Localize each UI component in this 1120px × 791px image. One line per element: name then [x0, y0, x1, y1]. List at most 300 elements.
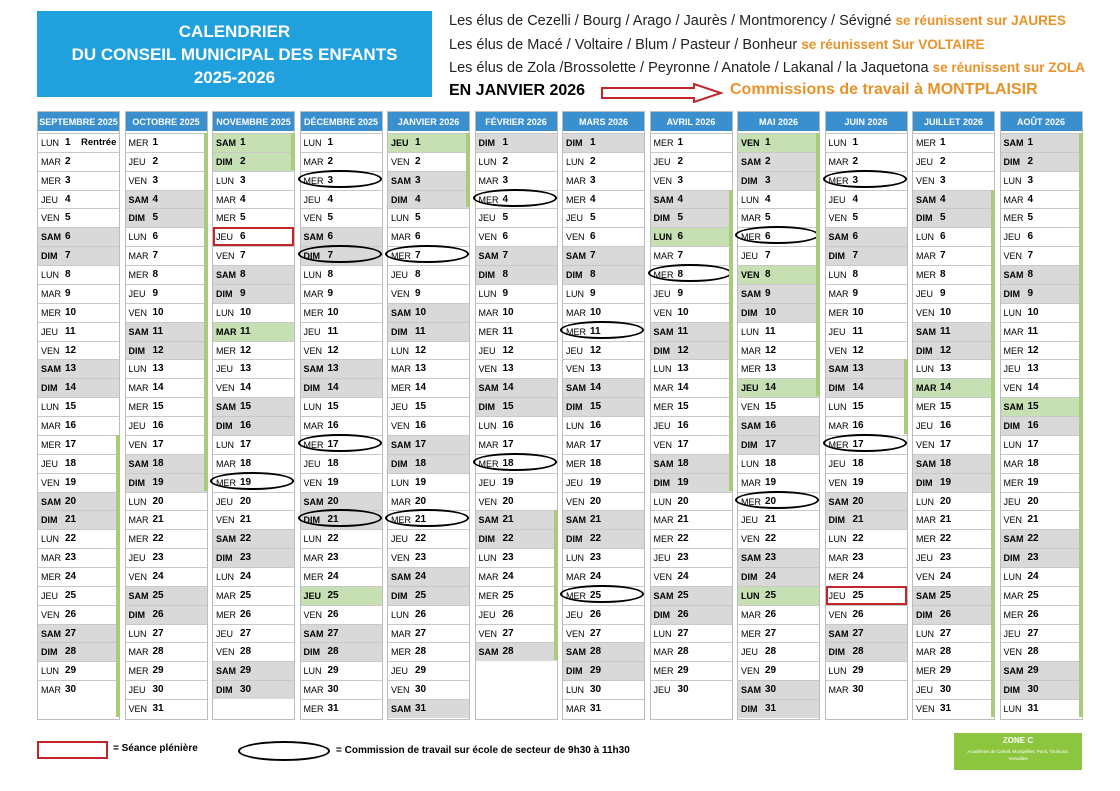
day-cell: [126, 227, 207, 246]
weekday-label: MER: [566, 458, 586, 469]
weekday-label: MAR: [741, 477, 761, 488]
weekday-label: DIM: [653, 477, 670, 488]
weekday-label: VEN: [1003, 515, 1023, 526]
day-cell: [476, 152, 557, 171]
weekday-label: LUN: [128, 496, 147, 507]
weekday-label: MAR: [566, 572, 586, 582]
day-cell: [38, 246, 119, 265]
day-number: 29: [940, 665, 952, 677]
calendar-title: [37, 11, 432, 97]
day-cell: [651, 454, 732, 473]
weekday-label: VEN: [566, 496, 585, 507]
day-number: 13: [677, 363, 689, 375]
day-number: 13: [152, 363, 164, 375]
info-line-highlight: se réunissent Sur VOLTAIRE: [801, 37, 985, 52]
day-number: 14: [240, 382, 252, 394]
day-number: 3: [1027, 174, 1034, 186]
day-cell: [301, 171, 382, 190]
day-cell: [563, 359, 644, 378]
weekday-label: JEU: [391, 534, 409, 545]
weekday-label: LUN: [41, 270, 60, 281]
day-number: 12: [415, 344, 427, 356]
day-number: 20: [502, 495, 514, 507]
day-number: 12: [502, 344, 514, 356]
day-number: 23: [415, 552, 427, 564]
day-number: 26: [327, 608, 339, 620]
day-number: 31: [590, 703, 602, 715]
day-cell: [651, 227, 732, 246]
day-number: 19: [415, 476, 427, 488]
day-cell: [301, 341, 382, 360]
day-cell: [738, 208, 819, 227]
weekday-label: JEU: [1003, 364, 1021, 375]
day-number: 12: [940, 344, 952, 356]
day-cell: [213, 416, 294, 435]
day-cell: [913, 567, 994, 586]
day-cell: [301, 605, 382, 624]
day-cell: [651, 397, 732, 416]
day-cell: [651, 661, 732, 680]
day-cell: [38, 435, 119, 454]
weekday-label: LUN: [478, 421, 497, 432]
day-number: 24: [765, 571, 777, 582]
day-cell: [563, 510, 644, 529]
commission-marker: [560, 321, 644, 339]
day-cell: [388, 510, 469, 529]
day-number: 25: [677, 589, 689, 601]
day-number: 18: [1027, 457, 1039, 469]
day-cell: [651, 492, 732, 511]
day-cell: [826, 133, 907, 152]
day-number: 27: [765, 627, 777, 639]
day-cell: [651, 284, 732, 303]
day-cell: [826, 322, 907, 341]
weekday-label: MAR: [41, 288, 61, 299]
day-cell: [563, 473, 644, 492]
weekday-label: MAR: [478, 175, 499, 186]
day-number: 14: [590, 382, 602, 394]
day-number: 1: [590, 137, 596, 148]
day-cell: [38, 567, 119, 586]
weekday-label: MER: [216, 213, 236, 224]
weekday-label: SAM: [1003, 270, 1024, 281]
weekday-label: MAR: [828, 685, 849, 696]
weekday-label: LUN: [741, 194, 760, 205]
day-cell: [476, 624, 557, 643]
day-number: 17: [1027, 438, 1039, 450]
weekday-label: LUN: [303, 666, 322, 677]
weekday-label: DIM: [566, 270, 583, 281]
day-cell: [738, 492, 819, 511]
weekday-label: DIM: [916, 477, 933, 488]
day-number: 10: [65, 306, 77, 318]
weekday-label: MER: [566, 326, 586, 337]
day-number: 18: [590, 457, 602, 469]
weekday-label: DIM: [916, 609, 933, 620]
day-number: 22: [65, 533, 77, 545]
day-cell: [38, 303, 119, 322]
day-cell: [126, 171, 207, 190]
day-number: 16: [852, 420, 864, 432]
day-number: 3: [940, 174, 946, 186]
day-cell: [563, 454, 644, 473]
day-cell: [563, 284, 644, 303]
weekday-label: MER: [478, 458, 499, 469]
weekday-label: MAR: [216, 458, 236, 469]
weekday-label: JEU: [128, 685, 146, 696]
weekday-label: VEN: [828, 609, 848, 620]
day-number: 13: [327, 363, 339, 375]
weekday-label: VEN: [41, 477, 60, 488]
info-line-highlight: se réunissent sur JAURES: [895, 13, 1066, 28]
weekday-label: LUN: [128, 232, 147, 243]
day-cell: [1001, 492, 1082, 511]
weekday-label: MER: [303, 175, 324, 186]
weekday-label: DIM: [128, 213, 145, 224]
weekday-label: MAR: [653, 251, 674, 262]
day-number: 24: [852, 571, 864, 582]
holiday-bar: [1079, 133, 1083, 717]
day-number: 27: [590, 627, 602, 639]
weekday-label: MAR: [216, 326, 237, 337]
day-number: 27: [65, 627, 77, 639]
day-number: 22: [677, 533, 689, 545]
day-cell: [213, 341, 294, 360]
day-cell: [476, 284, 557, 303]
day-number: 11: [415, 325, 426, 337]
day-cell: [126, 642, 207, 661]
day-cell: [1001, 152, 1082, 171]
weekday-label: SAM: [916, 590, 936, 601]
day-cell: [826, 397, 907, 416]
month-column: [650, 111, 733, 720]
day-number: 15: [765, 401, 777, 413]
info-line-text: Les élus de Cezelli / Bourg / Arago / Jaurès / Montmorency / Sévigné: [449, 13, 892, 29]
day-number: 6: [1027, 231, 1034, 243]
day-cell: [388, 492, 469, 511]
weekday-label: VEN: [741, 270, 760, 281]
weekday-label: VEN: [303, 213, 323, 224]
day-cell: [301, 303, 382, 322]
weekday-label: MER: [1003, 609, 1024, 620]
day-number: 21: [240, 514, 252, 526]
weekday-label: MER: [303, 439, 324, 450]
day-cell: [388, 435, 469, 454]
weekday-label: MAR: [128, 647, 149, 658]
month-header: FÉVRIER 2026: [476, 112, 557, 131]
day-cell: [826, 171, 907, 190]
day-number: 19: [327, 476, 339, 488]
day-cell: [213, 152, 294, 171]
commission-marker: [298, 170, 382, 188]
day-number: 11: [677, 325, 689, 337]
day-number: 7: [852, 250, 859, 262]
commission-marker: [823, 170, 907, 188]
day-cell: [826, 208, 907, 227]
day-number: 7: [502, 250, 509, 262]
day-number: 15: [65, 401, 77, 413]
weekday-label: MER: [653, 402, 674, 413]
day-cell: [388, 624, 469, 643]
weekday-label: DIM: [41, 251, 58, 262]
day-cell: [738, 341, 819, 360]
weekday-label: JEU: [566, 477, 584, 488]
day-number: 28: [65, 646, 77, 658]
day-cell: [38, 586, 119, 605]
day-cell: [826, 473, 907, 492]
weekday-label: MAR: [391, 232, 411, 243]
day-number: 21: [1027, 514, 1039, 526]
month-column: [562, 111, 645, 720]
day-cell: [126, 322, 207, 341]
weekday-label: SAM: [916, 458, 936, 469]
weekday-label: LUN: [216, 175, 235, 186]
weekday-label: DIM: [653, 609, 670, 620]
day-cell: [651, 642, 732, 661]
day-cell: [913, 586, 994, 605]
day-cell: [301, 492, 382, 511]
day-cell: [1001, 586, 1082, 605]
day-number: 8: [940, 269, 946, 281]
weekday-label: DIM: [741, 175, 758, 186]
day-cell: [213, 473, 294, 492]
day-number: 4: [240, 193, 246, 205]
zone-academies: Académies de Créteil, Montpellier, Paris, Toulouse, Versailles: [967, 749, 1069, 761]
weekday-label: SAM: [303, 232, 324, 243]
day-number: 28: [940, 646, 952, 658]
day-number: 22: [240, 533, 252, 545]
day-number: 2: [590, 155, 596, 167]
day-number: 24: [240, 571, 252, 582]
day-number: 25: [852, 589, 864, 601]
weekday-label: DIM: [478, 402, 495, 413]
day-number: 9: [765, 287, 771, 299]
day-number: 29: [415, 665, 427, 677]
day-number: 24: [677, 571, 689, 582]
weekday-label: DIM: [391, 194, 408, 205]
day-cell: [651, 416, 732, 435]
weekday-label: MER: [916, 402, 936, 413]
day-cell: [126, 378, 207, 397]
weekday-label: SAM: [566, 647, 586, 658]
day-cell: [301, 265, 382, 284]
weekday-label: JEU: [916, 156, 934, 167]
day-cell: [913, 473, 994, 492]
day-number: 26: [590, 608, 602, 620]
day-number: 22: [327, 533, 339, 545]
day-number: 2: [415, 155, 421, 167]
weekday-label: DIM: [1003, 553, 1020, 564]
weekday-label: MER: [216, 345, 236, 356]
day-cell: [476, 359, 557, 378]
day-number: 17: [940, 438, 952, 450]
day-cell: [126, 341, 207, 360]
day-cell: [826, 454, 907, 473]
day-number: 20: [677, 495, 689, 507]
day-cell: [738, 284, 819, 303]
day-cell: [1001, 548, 1082, 567]
commission-marker: [735, 491, 819, 509]
day-number: 20: [765, 495, 777, 507]
day-number: 30: [327, 684, 339, 696]
day-number: 19: [502, 476, 514, 488]
day-cell: [388, 605, 469, 624]
weekday-label: LUN: [916, 364, 935, 375]
day-number: 4: [590, 193, 596, 205]
day-number: 18: [502, 457, 514, 469]
weekday-label: JEU: [478, 477, 496, 488]
weekday-label: SAM: [478, 647, 499, 658]
day-number: 29: [1027, 665, 1039, 677]
day-cell: [738, 435, 819, 454]
day-number: 2: [502, 155, 509, 167]
day-cell: [126, 605, 207, 624]
weekday-label: LUN: [1003, 572, 1022, 582]
day-number: 18: [240, 457, 252, 469]
weekday-label: DIM: [216, 553, 233, 564]
weekday-label: LUN: [303, 270, 322, 281]
day-number: 9: [152, 287, 159, 299]
day-cell: [126, 416, 207, 435]
weekday-label: JEU: [216, 364, 234, 375]
weekday-label: MAR: [653, 647, 674, 658]
month-header: JUIN 2026: [826, 112, 907, 131]
day-cell: [213, 265, 294, 284]
day-number: 10: [152, 306, 164, 318]
day-cell: [213, 378, 294, 397]
day-cell: [126, 661, 207, 680]
january-label: EN JANVIER 2026: [449, 82, 586, 99]
day-cell: [388, 473, 469, 492]
weekday-label: LUN: [1003, 704, 1022, 715]
day-number: 28: [765, 646, 777, 658]
day-cell: [213, 435, 294, 454]
day-number: 11: [590, 325, 601, 337]
day-number: 11: [65, 325, 76, 337]
day-number: 26: [65, 608, 77, 620]
day-cell: [301, 133, 382, 152]
weekday-label: MAR: [41, 421, 61, 432]
day-number: 3: [327, 174, 334, 186]
day-number: 6: [852, 231, 859, 243]
day-number: 23: [240, 552, 252, 564]
day-number: 14: [502, 382, 514, 394]
day-number: 22: [502, 533, 514, 545]
day-number: 26: [152, 608, 164, 620]
day-number: 23: [852, 552, 864, 564]
day-number: 23: [152, 552, 164, 564]
weekday-label: JEU: [391, 270, 409, 281]
day-number: 25: [415, 589, 427, 601]
day-cell: [913, 284, 994, 303]
weekday-label: SAM: [478, 383, 499, 394]
day-cell: [651, 133, 732, 152]
weekday-label: JEU: [1003, 232, 1021, 243]
day-cell: [213, 586, 294, 605]
day-number: 13: [1027, 363, 1039, 375]
day-number: 11: [765, 325, 776, 337]
weekday-label: LUN: [916, 628, 935, 639]
weekday-label: LUN: [828, 402, 847, 413]
day-number: 25: [765, 589, 777, 601]
weekday-label: MER: [303, 572, 324, 582]
month-column: [125, 111, 208, 720]
day-cell: [38, 661, 119, 680]
day-cell: [1001, 284, 1082, 303]
day-number: 16: [940, 420, 952, 432]
day-cell: [913, 397, 994, 416]
day-cell: [1001, 171, 1082, 190]
day-number: 1: [940, 137, 946, 148]
day-number: 1: [765, 137, 771, 148]
weekday-label: SAM: [303, 496, 324, 507]
weekday-label: MER: [653, 666, 674, 677]
weekday-label: SAM: [653, 194, 674, 205]
day-cell: [476, 435, 557, 454]
weekday-label: VEN: [216, 251, 235, 262]
day-cell: [651, 680, 732, 699]
weekday-label: DIM: [216, 156, 233, 167]
day-cell: [1001, 435, 1082, 454]
weekday-label: JEU: [653, 288, 671, 299]
weekday-label: MER: [828, 439, 849, 450]
plenary-legend-swatch: [37, 741, 108, 759]
day-number: 6: [590, 231, 596, 243]
day-number: 30: [590, 684, 602, 696]
day-number: 7: [65, 250, 71, 262]
day-number: 5: [590, 212, 596, 224]
day-number: 29: [677, 665, 689, 677]
day-number: 30: [152, 684, 164, 696]
day-cell: [563, 341, 644, 360]
day-cell: [1001, 416, 1082, 435]
weekday-label: MER: [391, 515, 411, 526]
weekday-label: SAM: [303, 628, 324, 639]
weekday-label: SAM: [1003, 534, 1024, 545]
day-cell: [651, 341, 732, 360]
day-number: 11: [152, 325, 164, 337]
weekday-label: MER: [916, 270, 936, 281]
day-number: 8: [65, 269, 71, 281]
day-number: 6: [765, 231, 771, 243]
day-number: 10: [502, 306, 514, 318]
commission-marker: [210, 472, 294, 490]
day-cell: [213, 548, 294, 567]
day-number: 28: [852, 646, 864, 658]
weekday-label: DIM: [41, 383, 58, 394]
weekday-label: DIM: [566, 534, 583, 545]
day-cell: [913, 171, 994, 190]
day-number: 8: [852, 269, 859, 281]
month-column: [387, 111, 470, 720]
weekday-label: VEN: [478, 232, 498, 243]
weekday-label: LUN: [741, 590, 760, 601]
day-number: 19: [852, 476, 864, 488]
day-number: 19: [240, 476, 252, 488]
day-number: 7: [940, 250, 946, 262]
day-cell: [476, 190, 557, 209]
day-number: 10: [765, 306, 777, 318]
plenary-legend-label: = Séance plénière: [113, 743, 198, 754]
day-cell: [1001, 567, 1082, 586]
weekday-label: JEU: [41, 194, 59, 205]
weekday-label: MER: [653, 534, 674, 545]
day-cell: [563, 246, 644, 265]
weekday-label: DIM: [128, 477, 145, 488]
weekday-label: DIM: [1003, 421, 1020, 432]
day-cell: [213, 454, 294, 473]
day-cell: [388, 359, 469, 378]
